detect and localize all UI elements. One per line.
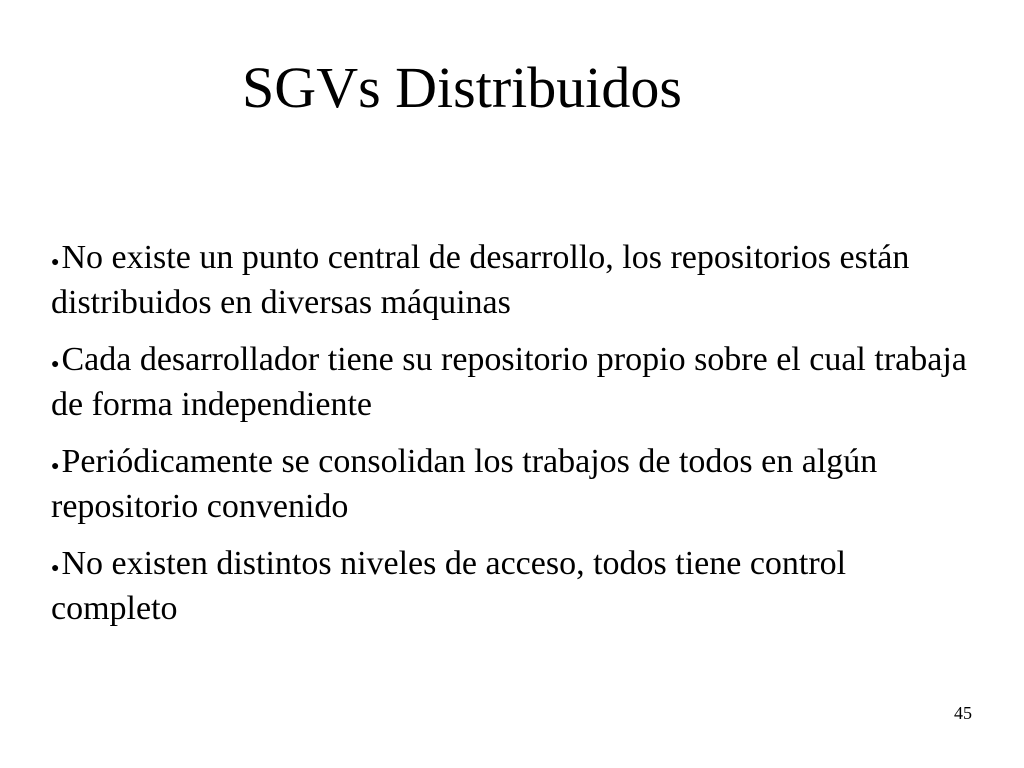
bullet-text: Periódicamente se consolidan los trabajos de todos en algún repositorio convenido [51,443,878,525]
slide-title: SGVs Distribuidos [242,55,682,120]
bullet-item [51,544,981,629]
bullet-item [51,238,981,323]
bullet-text: No existen distintos niveles de acceso, todos tiene control completo [51,545,847,627]
bullet-text: No existe un punto central de desarrollo, los repositorios están distribuidos en diversas máquinas [51,239,910,321]
bullet-text: Cada desarrollador tiene su repositorio propio sobre el cual trabaja de forma independiente [51,341,967,423]
page-number: 45 [954,703,972,723]
bullet-dot-icon: ● [51,357,60,372]
bullet-dot-icon: ● [51,561,60,576]
bullet-dot-icon: ● [51,255,60,270]
bullet-item [51,340,981,425]
bullet-dot-icon: ● [51,459,60,474]
bullet-item [51,442,981,527]
bullet-list [51,238,981,646]
